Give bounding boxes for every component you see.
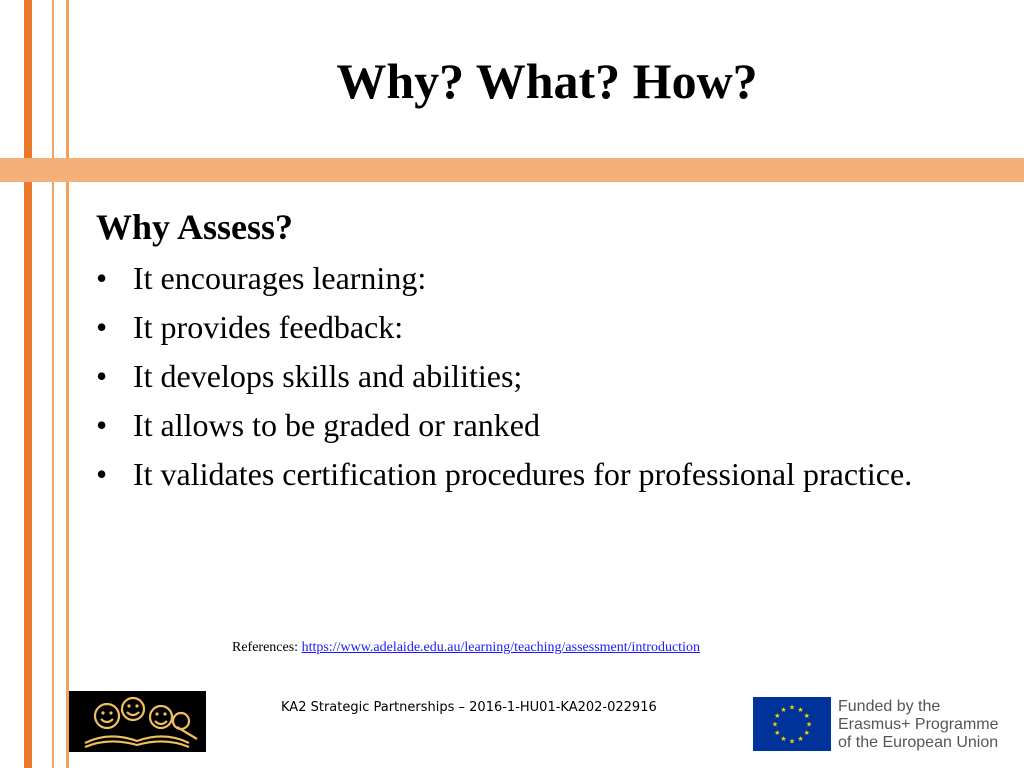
- bullet-dot: •: [96, 407, 108, 443]
- funded-by-text: [838, 698, 999, 752]
- eu-star-icon: ★: [788, 737, 796, 746]
- bullet-text: It provides feedback:: [133, 309, 404, 345]
- eu-flag-icon: [753, 697, 831, 751]
- bullet-text: It develops skills and abilities;: [133, 358, 523, 394]
- funded-line: Funded by the: [838, 698, 941, 715]
- eu-star-icon: ★: [774, 712, 781, 720]
- title-divider-band: [0, 158, 1024, 182]
- slide-content: [96, 206, 996, 499]
- bullet-dot: •: [96, 456, 108, 492]
- section-heading: Why Assess?: [96, 207, 294, 247]
- bullet-text: It validates certification procedures for professional practice.: [133, 456, 913, 492]
- eu-star-icon: ★: [805, 720, 813, 729]
- references: [232, 640, 700, 656]
- references-label: References:: [232, 640, 299, 655]
- funded-line: of the European Union: [838, 734, 999, 751]
- bullet-dot: •: [96, 260, 108, 296]
- eu-star-icon: ★: [780, 735, 787, 744]
- eu-star-icon: ★: [797, 705, 804, 714]
- bullet-text: It encourages learning:: [133, 260, 427, 296]
- bullet-item: [96, 401, 996, 450]
- left-thin-line-2: [66, 0, 69, 768]
- eu-star-icon: ★: [771, 720, 779, 729]
- bullet-text: It allows to be graded or ranked: [133, 407, 540, 443]
- bullet-item: [96, 254, 996, 303]
- funded-line: Erasmus+ Programme: [838, 716, 999, 733]
- smiling-faces-books-logo-icon: [69, 691, 206, 752]
- bullet-dot: •: [96, 309, 108, 345]
- bullet-item: [96, 303, 996, 352]
- left-orange-bar: [24, 0, 32, 768]
- bullet-item: [96, 352, 996, 401]
- eu-star-icon: ★: [774, 729, 781, 737]
- eu-star-icon: ★: [803, 729, 810, 737]
- left-thin-line: [52, 0, 54, 768]
- reference-link[interactable]: https://www.adelaide.edu.au/learning/teaching/assessment/introduction: [301, 640, 700, 655]
- eu-star-icon: ★: [788, 703, 796, 712]
- bullet-item: [96, 450, 996, 499]
- bullet-list: [96, 254, 996, 499]
- bullet-dot: •: [96, 358, 108, 394]
- eu-star-icon: ★: [797, 735, 804, 744]
- project-reference: KA2 Strategic Partnerships – 2016-1-HU01-KA202-022916: [281, 700, 657, 715]
- eu-star-icon: ★: [803, 712, 810, 720]
- slide-title: Why? What? How?: [336, 53, 758, 109]
- eu-star-icon: ★: [780, 705, 787, 714]
